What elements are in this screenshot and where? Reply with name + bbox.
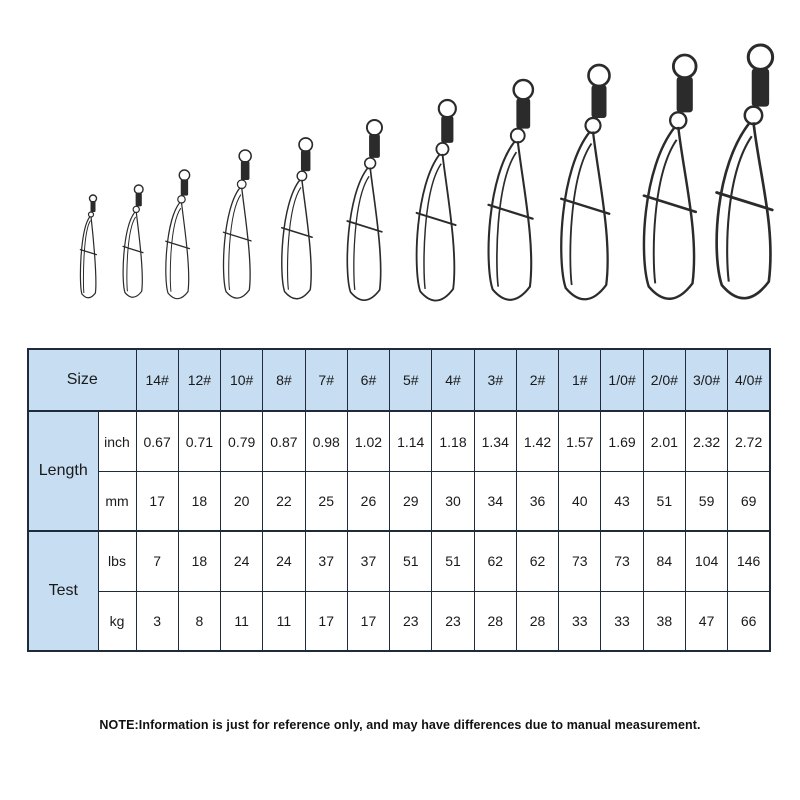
snap-swivel-icon bbox=[80, 195, 96, 298]
size-cell: 6# bbox=[347, 349, 389, 411]
lbs-cell: 62 bbox=[474, 531, 516, 591]
inch-cell: 1.57 bbox=[559, 411, 601, 471]
mm-cell: 59 bbox=[685, 471, 727, 531]
size-cell: 5# bbox=[390, 349, 432, 411]
size-cell: 14# bbox=[136, 349, 178, 411]
inch-cell: 0.71 bbox=[178, 411, 220, 471]
size-cell: 2/0# bbox=[643, 349, 685, 411]
kg-cell: 33 bbox=[601, 591, 643, 651]
inch-unit-label: inch bbox=[98, 411, 136, 471]
inch-row bbox=[28, 411, 770, 471]
lbs-cell: 51 bbox=[390, 531, 432, 591]
mm-unit-label: mm bbox=[98, 471, 136, 531]
inch-cell: 1.02 bbox=[347, 411, 389, 471]
kg-row bbox=[28, 591, 770, 651]
inch-cell: 2.32 bbox=[685, 411, 727, 471]
size-spec-table bbox=[27, 348, 771, 652]
size-cell: 10# bbox=[221, 349, 263, 411]
length-label: Length bbox=[28, 411, 98, 531]
lbs-cell: 146 bbox=[728, 531, 770, 591]
size-header-row bbox=[28, 349, 770, 411]
snap-swivel-icon bbox=[417, 100, 456, 301]
size-cell: 12# bbox=[178, 349, 220, 411]
mm-cell: 17 bbox=[136, 471, 178, 531]
size-cell: 4/0# bbox=[728, 349, 770, 411]
mm-cell: 18 bbox=[178, 471, 220, 531]
size-cell: 2# bbox=[516, 349, 558, 411]
mm-cell: 30 bbox=[432, 471, 474, 531]
inch-cell: 0.98 bbox=[305, 411, 347, 471]
size-cell: 7# bbox=[305, 349, 347, 411]
kg-cell: 3 bbox=[136, 591, 178, 651]
snap-swivel-icon bbox=[223, 150, 251, 298]
mm-row bbox=[28, 471, 770, 531]
mm-cell: 26 bbox=[347, 471, 389, 531]
snap-swivel-icon bbox=[166, 170, 190, 299]
inch-cell: 2.01 bbox=[643, 411, 685, 471]
lbs-cell: 37 bbox=[347, 531, 389, 591]
snap-swivel-icon bbox=[644, 55, 696, 299]
lbs-cell: 73 bbox=[559, 531, 601, 591]
mm-cell: 20 bbox=[221, 471, 263, 531]
kg-cell: 38 bbox=[643, 591, 685, 651]
snap-swivel-icon bbox=[123, 185, 143, 297]
kg-cell: 28 bbox=[516, 591, 558, 651]
size-cell: 4# bbox=[432, 349, 474, 411]
note-text: NOTE:Information is just for reference only, and may have differences due to manual measurement. bbox=[99, 718, 701, 732]
lbs-unit-label: lbs bbox=[98, 531, 136, 591]
size-cell: 1# bbox=[559, 349, 601, 411]
kg-cell: 23 bbox=[432, 591, 474, 651]
lbs-cell: 24 bbox=[221, 531, 263, 591]
kg-cell: 66 bbox=[728, 591, 770, 651]
kg-unit-label: kg bbox=[98, 591, 136, 651]
mm-cell: 43 bbox=[601, 471, 643, 531]
lbs-cell: 62 bbox=[516, 531, 558, 591]
lbs-cell: 24 bbox=[263, 531, 305, 591]
lbs-cell: 73 bbox=[601, 531, 643, 591]
size-label: Size bbox=[28, 349, 136, 411]
lbs-cell: 84 bbox=[643, 531, 685, 591]
snap-swivel-icon bbox=[561, 65, 609, 299]
kg-cell: 28 bbox=[474, 591, 516, 651]
lbs-cell: 7 bbox=[136, 531, 178, 591]
size-cell: 3/0# bbox=[685, 349, 727, 411]
mm-cell: 36 bbox=[516, 471, 558, 531]
size-cell: 3# bbox=[474, 349, 516, 411]
snap-swivel-icon bbox=[282, 138, 313, 299]
mm-cell: 69 bbox=[728, 471, 770, 531]
kg-cell: 47 bbox=[685, 591, 727, 651]
kg-cell: 23 bbox=[390, 591, 432, 651]
mm-cell: 51 bbox=[643, 471, 685, 531]
mm-cell: 22 bbox=[263, 471, 305, 531]
mm-cell: 29 bbox=[390, 471, 432, 531]
kg-cell: 8 bbox=[178, 591, 220, 651]
size-cell: 8# bbox=[263, 349, 305, 411]
inch-cell: 2.72 bbox=[728, 411, 770, 471]
inch-cell: 1.14 bbox=[390, 411, 432, 471]
mm-cell: 25 bbox=[305, 471, 347, 531]
mm-cell: 34 bbox=[474, 471, 516, 531]
lbs-row bbox=[28, 531, 770, 591]
inch-cell: 0.87 bbox=[263, 411, 305, 471]
inch-cell: 0.79 bbox=[221, 411, 263, 471]
size-cell: 1/0# bbox=[601, 349, 643, 411]
test-label: Test bbox=[28, 531, 98, 651]
snap-swivel-icon bbox=[347, 120, 382, 300]
snap-swivel-product-image bbox=[0, 0, 800, 330]
mm-cell: 40 bbox=[559, 471, 601, 531]
lbs-cell: 18 bbox=[178, 531, 220, 591]
inch-cell: 1.42 bbox=[516, 411, 558, 471]
kg-cell: 11 bbox=[263, 591, 305, 651]
snap-swivel-icon bbox=[717, 45, 773, 298]
inch-cell: 1.34 bbox=[474, 411, 516, 471]
kg-cell: 11 bbox=[221, 591, 263, 651]
lbs-cell: 37 bbox=[305, 531, 347, 591]
kg-cell: 33 bbox=[559, 591, 601, 651]
kg-cell: 17 bbox=[347, 591, 389, 651]
kg-cell: 17 bbox=[305, 591, 347, 651]
lbs-cell: 51 bbox=[432, 531, 474, 591]
snap-swivel-icon bbox=[489, 80, 533, 300]
inch-cell: 0.67 bbox=[136, 411, 178, 471]
inch-cell: 1.18 bbox=[432, 411, 474, 471]
inch-cell: 1.69 bbox=[601, 411, 643, 471]
lbs-cell: 104 bbox=[685, 531, 727, 591]
